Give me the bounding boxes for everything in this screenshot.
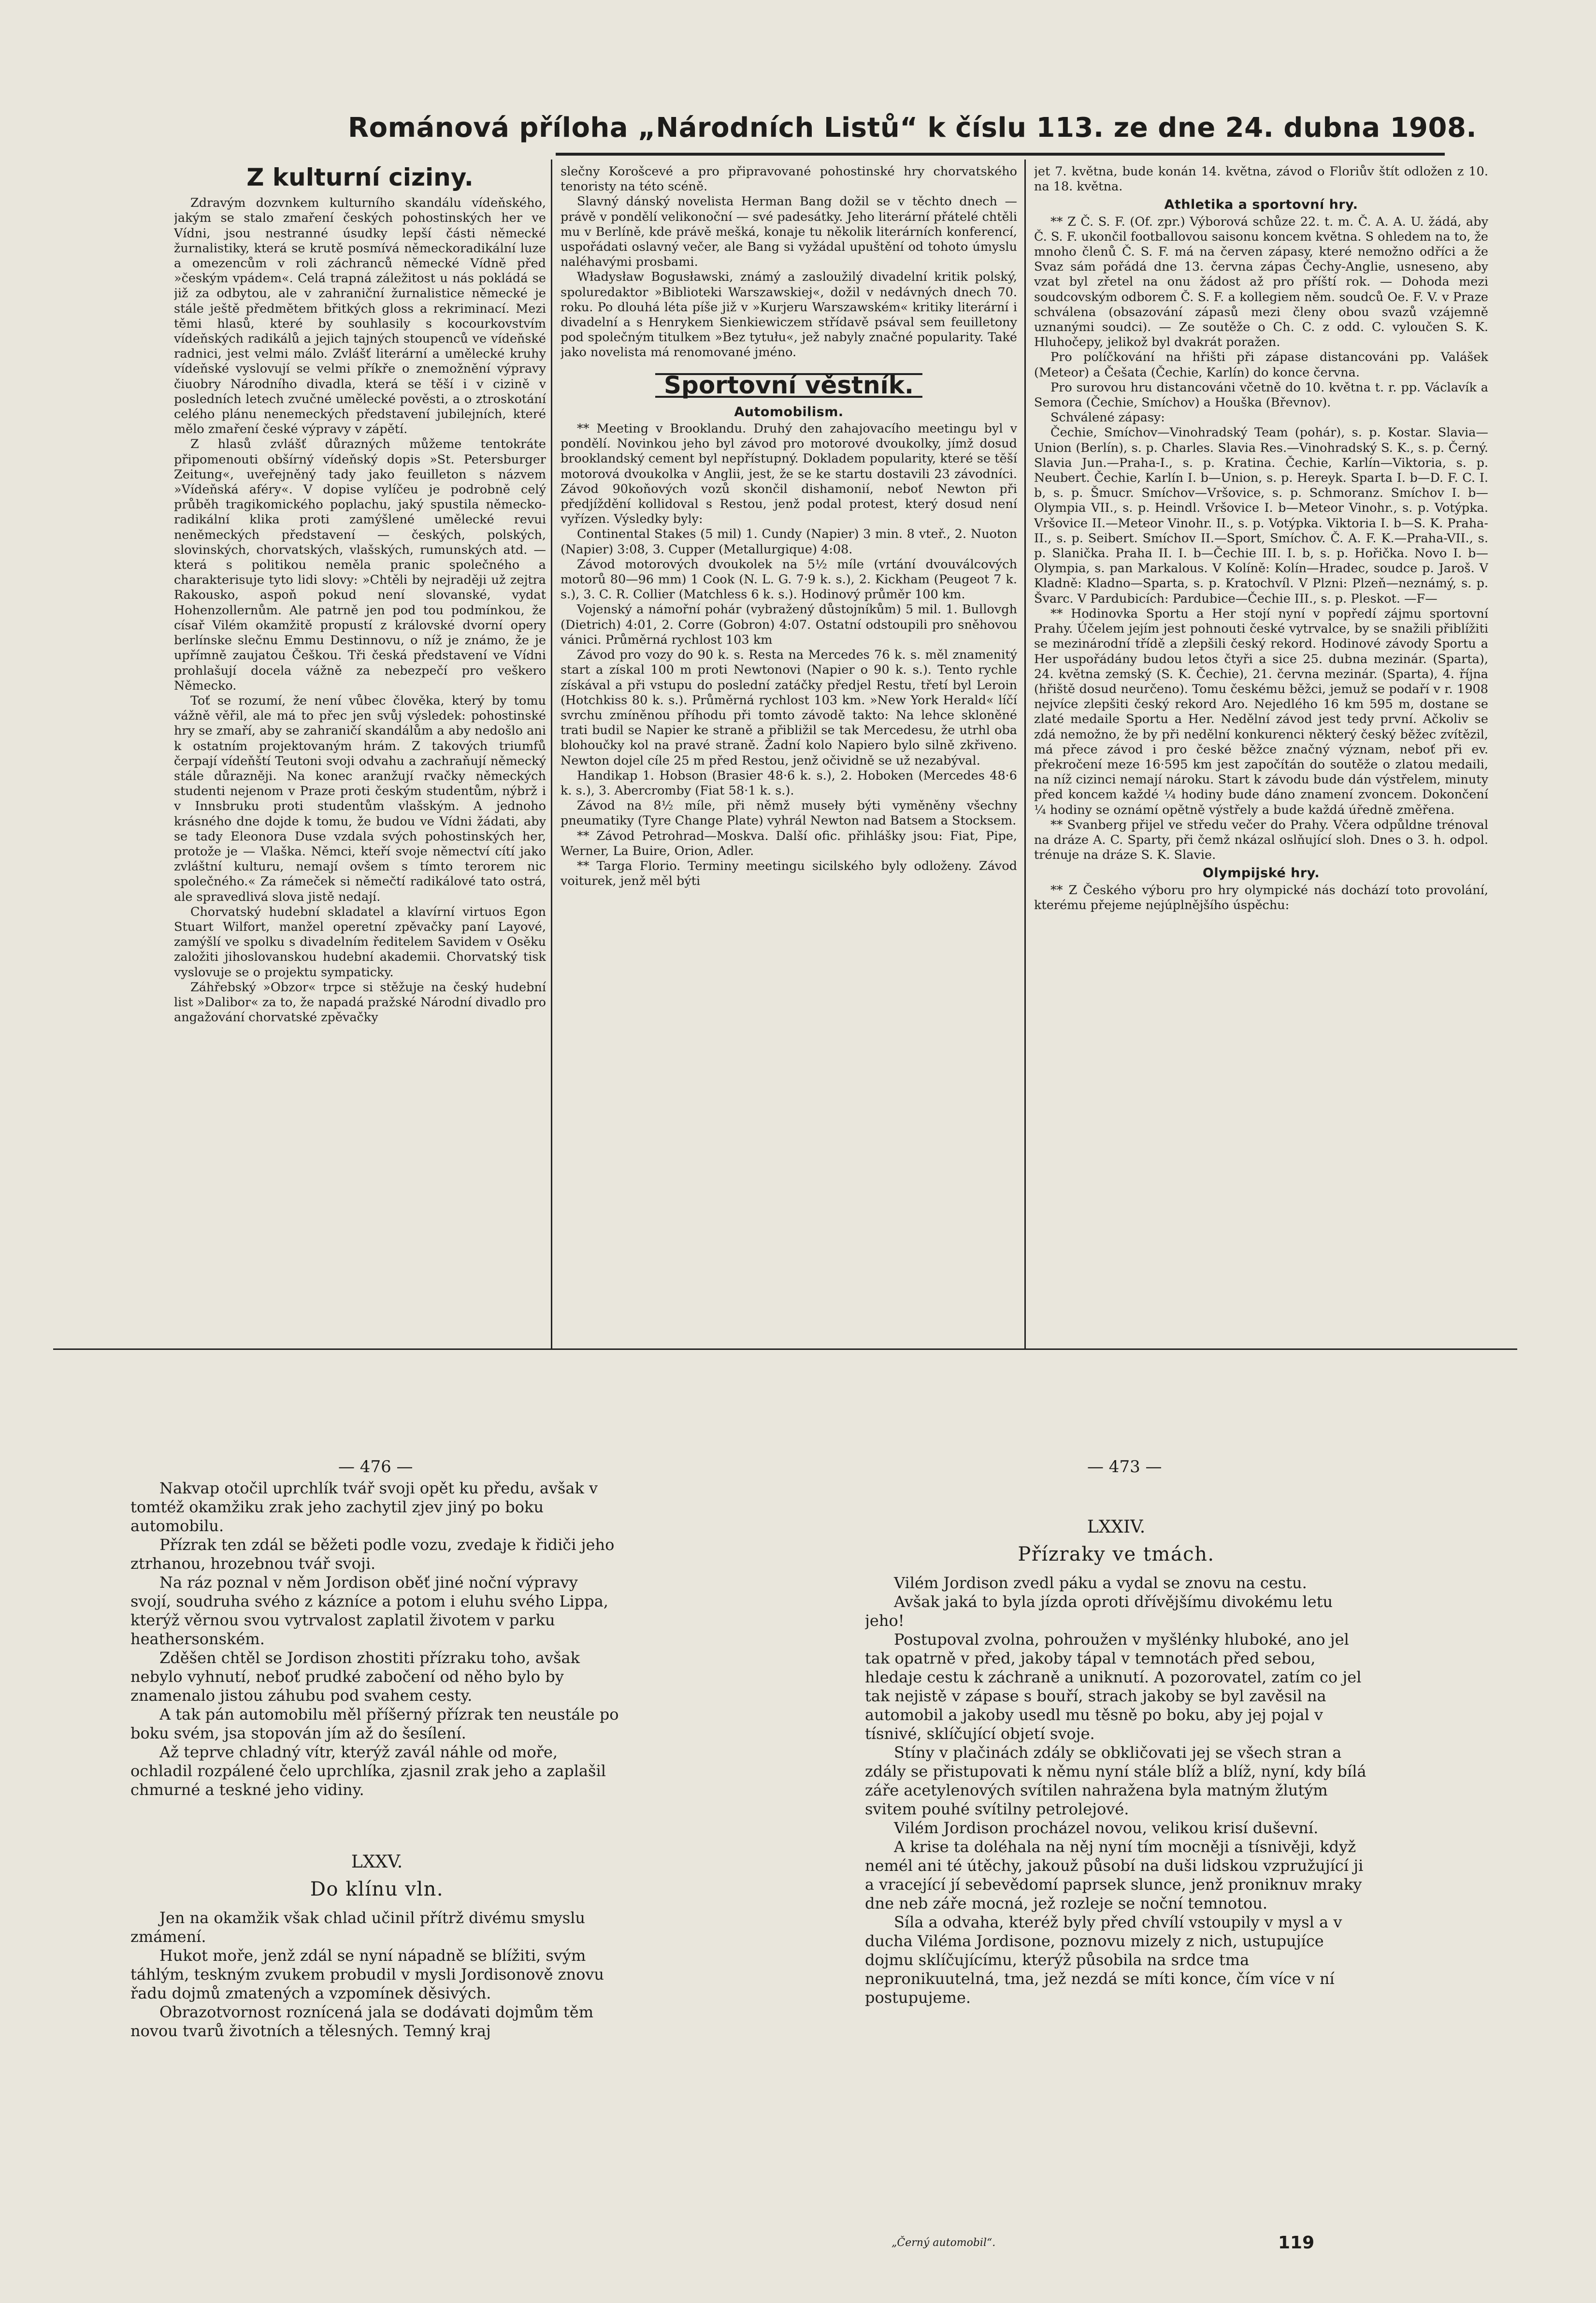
sport-section-heading [561,373,1017,398]
novel-paragraph: Stíny v plačinách zdály se obkličovati jej se všech stran a zdály se přistupovati k němu nyní stále blíž a blíž, nyní, kdy bílá záře acetylenových svítilen nahražena byla matným žlutým svitem pouhé svítilny petrolejové. [865,1743,1366,1818]
novel-paragraph: Síla a odvaha, kteréž byly před chvílí vstoupily v mysl a v ducha Viléma Jordisone, poznovu mizely z nich, ustupujíce dojmu sklíčujícímu, kterýž působila na srdce tma nepronikuutelná, tma, jež nezdá se míti konce, čím více v ní postupujeme. [865,1913,1342,2007]
novel-paragraph: Obrazotvornost roznícená jala se dodávati dojmům těm novou tvarů životních a tělesných. Temný kraj [130,2003,594,2040]
column-divider-1 [551,159,552,1348]
sport-paragraph: ** Meeting v Brooklandu. Druhý den zahajovacího meetingu byl v pondělí. Novinkou jeho byl závod pro motorové dvoukolky, jímž dosud brooklandský cement byl nepřístupný. Dokladem popularity, které se těší motorová dvoukolka v Anglii, jest, že se ke startu dostavili 23 závodníci. Závod 90koňových vozů skončil dishamonií, neboť Newton při předjíždění kollidoval s Restou, jenž podal protest, který dosud není vyřízen. Výsledky byly: [561,421,1017,527]
novel-paragraph: Přízrak ten zdál se běžeti podle vozu, zvedaje k řidiči jeho ztrhanou, hrozebnou tvář svoji. [130,1535,615,1573]
novel-paragraph: Až teprve chladný vítr, kterýž zavál náhle od moře, ochladil rozpálené čelo uprchlíka, zjasnil zrak jeho a zaplašil chmurné a teskné jeho vidiny. [130,1743,606,1799]
culture-paragraph: Z hlasů zvlášť důrazných můžeme tentokráte připomenouti obšírný vídeňský dopis »St. Petersburger Zeitung«, uveřejněný tady jako feuilleton s názvem »Vídeňská aféry«. V dopise vylíčeu je podrobně celý průběh tragikomického poplachu, jaký spustila německo-radikální klika proti zamýšlené umělecké revui neněmeckých představení — českých, polských, slovinských, chorvatských, vlašských, rumunských atd. — která s politikou neměla pranic společného a charakterisuje tyto lidi slovy: »Chtěli by nejraději už zejtra Rakousko, aspoň pokud není slovanské, vydat Hohenzollernům. Ale patrně jen pod tou podmínkou, že císař Vilém okamžitě propustí z královské dvorní opery berlínske slečnu Emmu Destinnovu, o níž je známo, že je upřímně zaujatou Češkou. Tři česká představení ve Vídni prohlašují docela vážně za nebezpečí pro veškero Německo. [174,437,546,693]
athletics-paragraph: Čechie, Smíchov—Vinohradský Team (pohár), s. p. Kostar. Slavia—Union (Berlín), s. p. Charles. Slavia Res.—Vinohradský S. K., s. p. Černý. Slavia Jun.—Praha-I., s. p. Kratina. Čechie, Karlín—Viktoria, s. p. Neubert. Čechie, Karlín I. b—Union, s. p. Hereyk. Sparta I. b—D. F. C. I. b, s. p. Šmucr. Smíchov—Vršovice, s. p. Schmoranz. Smíchov I. b—Olympia VII., s. p. Heindl. Vršovice I. b—Meteor Vinohr., s. p. Votýpka. Vršovice II.—Meteor Vinohr. II., s. p. Votýpka. Viktoria I. b—S. K. Praha-II., s. p. Seibert. Smíchov II.—Sport, Smíchov. Č. A. F. K.—Praha-VII., s. p. Slanička. Praha II. I. b—Čechie III. I. b, s. p. Hořička. Novo I. b—Olympia, s. pan Markalous. V Kolíně: Kolín—Hradec, soudce p. Jaroš. V Kladně: Kladno—Sparta, s. p. Kratochvíl. V Plzni: Plzeň—neznámý, s. p. Švarc. V Pardubicích: Pardubice—Čechie III., s. p. Pleskot. —F— [1034,425,1488,606]
novel-page-number-left: — 476 — [338,1457,413,1477]
sport-paragraph: ** Targa Florio. Terminy meetingu sicilského byly odloženy. Závod voiturek, jenž měl býti [561,858,1017,889]
culture-paragraph: Chorvatský hudební skladatel a klavírní virtuos Egon Stuart Wilfort, manžel operetní zpěvačky paní Layové, zamýšlí ve spolku s divadelním ředitelem Savidem v Osěku založiti jihoslovanskou hudební akademii. Chorvatský tisk vyslovuje se o projektu sympaticky. [174,904,546,980]
column-culture [174,164,546,1348]
chapter-number: LXXV. [351,1852,403,1872]
chapter-number: LXXIV. [1087,1517,1146,1537]
culture-section-title: Z kulturní ciziny. [246,164,474,191]
novel-paragraph: Na ráz poznal v něm Jordison oběť jiné noční výpravy svojí, soudruha svého z kázníce a potom i eluhu svého Lippa, kterýž věrnou svou vytrvalost zaplatil životem v parku heathersonském. [130,1573,608,1648]
sport-paragraph: ** Závod Petrohrad—Moskva. Další ofic. přihlášky jsou: Fiat, Pipe, Werner, La Buire, Orion, Adler. [561,828,1017,858]
masthead: Románová příloha „Národních Listů“ k číslu 113. ze dne 24. dubna 1908. [348,112,1477,144]
novel-paragraph: Zděšen chtěl se Jordison zhostiti přízraku toho, avšak nebylo vyhnutí, neboť prudké zabočení od něho bylo by znamenalo jistou záhubu pod svahem cesty. [130,1649,580,1705]
chapter-title: Přízraky ve tmách. [1018,1543,1215,1565]
column-sport [561,164,1017,1348]
athletics-paragraph: Pro políčkování na hřišti při zápase distancováni pp. Valášek (Meteor) a Češata (Čechie, Karlín) do konce června. [1034,350,1488,380]
athletics-paragraph: ** Z Č. S. F. (Of. zpr.) Výborová schůze 22. t. m. Č. A. A. U. žádá, aby Č. S. F. ukončil footballovou saisonu koncem května. S ohledem na to, že mnoho členů Č. S. F. má na červen zápasy, které nemožno odříci a že Svaz sám pořádá dne 13. června zápas Čechy-Anglie, usneseno, aby vzat byl zřetel na onu žádost až pro příští rok. — Dohoda mezi soudcovským odborem Č. S. F. a kollegiem něm. soudců Oe. F. V. v Praze schválena (obsazování zápasů mezi členy obou svazů vzájemně uznanými soudci). — Ze soutěže o Ch. C. z odd. C. vyloučen S. K. Hluhočepy, jelikož byl dvakrát poražen. [1034,214,1488,350]
column-divider-2 [1024,159,1026,1348]
athletics-paragraph: Pro surovou hru distancováni včetně do 10. května t. r. pp. Václavík a Semora (Čechie, Smíchov) a Houška (Břevnov). [1034,380,1488,410]
masthead-rule [556,153,1445,156]
sport-paragraph: Handikap 1. Hobson (Brasier 48·6 k. s.), 2. Hoboken (Mercedes 48·6 k. s.), 3. Abercromby (Fiat 58·1 k. s.). [561,768,1017,798]
sport-paragraph: Závod pro vozy do 90 k. s. Resta na Mercedes 76 k. s. měl znamenitý start a získal 100 m proti Newtonovi (Napier o 90 k. s.). Tento rychle získával a při vstupu do poslední zatáčky předjel Restu, třetí byl Leroin (Hotchkiss 80 k. s.). Průměrná rychlost 103 km. »New York Herald« líčí svrchu zmíněnou příhodu při tomto závodě takto: Na lehce skloněné trati budil se Napier ke straně a přibližil se tak Mercedesu, že utrhl oba blohoučky kol na pravé straně. Žadní kolo Napiero bylo silně zkřiveno. Newton dojel cíle 25 m před Restou, jenž očividně se už nezabýval. [561,648,1017,768]
culture-paragraph: slečny Korošcevé a pro připravované pohostinské hry chorvatského tenoristy na této scéně. [561,164,1017,194]
athletics-subtitle: Athletika a sportovní hry. [1164,197,1358,213]
novel-paragraph: Avšak jaká to byla jízda oproti dřívějšímu divokému letu jeho! [865,1593,1333,1630]
novel-paragraph: Nakvap otočil uprchlík tvář svoji opět ku předu, avšak v tomtéž okamžiku zrak jeho zachytil zjev jiný po boku automobilu. [130,1479,598,1535]
athletics-paragraph: ** Hodinovka Sportu a Her stojí nyní v popředí zájmu sportovní Prahy. Účelem jejím jest pohnouti české vytrvalce, by se snažili přiblížiti se mezinárodní třídě a zlepšili český rekord. Hodinové závody Sportu a Her uspořádány budou letos čtyři a sice 25. dubna mezinár. (Sparta), 24. května zemský (S. K. Čechie), 21. června mezinár. (Sparta), 4. října (hřiště dosud neurčeno). Tomu českému běžci, jemuž se podaří v r. 1908 nejvíce zlepšiti český rekord Aro. Nejedlého 16 km 595 m, dostane se zlaté medaile Sportu a Her. Nedělní závod jest tedy první. Ačkoliv se zdá nemožno, že by při nedělní konkurenci některý český běžec zvítězil, má přece závod i pro české běžce značný význam, neboť při ev. překročení meze 16·595 km jest započítán do soutěže o zlatou medaili, na níž cizinci nemají nároku. Start k závodu bude dán výstřelem, minuty před koncem každé ¼ hodiny bude dáno znamení zvoncem. Dokončení ¼ hodiny se oznámí opětně výstřely a bude každá úředně změřena. [1034,606,1488,817]
sport-paragraph: Vojenský a námořní pohár (vybražený důstojníkům) 5 mil. 1. Bullovgh (Dietrich) 4:01, 2. Corre (Gobron) 4:07. Ostatní odstoupili pro sněhovou vánici. Průměrná rychlost 103 km [561,602,1017,647]
novel-page-number-right: — 473 — [1087,1457,1162,1477]
sport-section-title: Sportovní věstník. [655,373,922,398]
novel-paragraph: Postupoval zvolna, pohroužen v myšlénky hluboké, ano jel tak opatrně v před, jakoby tápal v temnotách před sebou, hledaje cestu k záchraně a uniknutí. A pozorovatel, zatím co jel tak nejistě v zápase s bouří, strach jakoby se byl zavěsil na automobil a jakoby usedl mu těsně po boku, aby jej pojal v tísnivé, sklíčující objetí svoje. [865,1630,1362,1743]
novel-paragraph: A krise ta doléhala na něj nyní tím mocněji a tísnivěji, když nemél ani té útěchy, jakouž působí na duši lidskou vzpružující ji a vracející jí sebevědomí paprsek slunce, jenž proniknuv mraky dne neb záře mocná, jež rozleje se noční temnotou. [865,1838,1364,1912]
column-athletics [1034,164,1488,1348]
novel-paragraph: A tak pán automobilu měl příšerný přízrak ten neustále po boku svém, jsa stopován jím až do šesílení. [130,1705,619,1742]
olympic-paragraph: ** Z Českého výboru pro hry olympické nás dochází toto provolání, kterému přejeme nejúplnějšího úspěchu: [1034,883,1488,913]
chapter-title: Do klínu vln. [310,1878,444,1900]
culture-paragraph: Zdravým dozvnkem kulturního skandálu vídeňského, jakým se stalo zmaření českých pohostinských her ve Vídni, jsou nestranné úsudky lepší části německé žurnalistiky, která se krutě posmívá německoradikální luze a omezencům v roli záchranců německé Vídně před »českým vpádem«. Celá trapná záležitost u nás pokládá se již za odbytou, ale v zahraniční žurnalistice německé je stále ještě předmětem břitkých gloss a rekriminací. Mezi těmi hlasů, které by souhlasily s kocourkovstvím vídeňských radikálů a jejich tajných stoupenců ve vídeňské radnici, jest velmi málo. Zvlášť literární a umělecké kruhy vídeňské vyslovují se velmi příkře o znemožnění výpravy čiuobry Národního divadla, která se těší i v cizině v posledních letech zvučné umělecké pověsti, a o ztroskotání celého plánu nenemeckých představení jubilejních, které mělo zmaření české výpravy v zápětí. [174,196,546,437]
sport-paragraph: Continental Stakes (5 mil) 1. Cundy (Napier) 3 min. 8 vteř., 2. Nuoton (Napier) 3:08, 3. Cupper (Metallurgique) 4:08. [561,527,1017,557]
sport-paragraph: Závod motorových dvoukolek na 5½ míle (vrtání dvouválcových motorů 80—96 mm) 1 Cook (N. L. G. 7·9 k. s.), 2. Kickham (Peugeot 7 k. s.), 3. C. R. Collier (Matchless 6 k. s.). Hodinový průměr 100 km. [561,557,1017,602]
sport-paragraph: jet 7. května, bude konán 14. května, závod o Floriův štít odložen z 10. na 18. května. [1034,164,1488,194]
culture-paragraph: Slavný dánský novelista Herman Bang dožil se v těchto dnech — právě v pondělí velikonoční — své padesátky. Jeho literární přátelé chtěli mu v Berlíně, kde právě mešká, konaje tu několik literárních konferencí, uspořádati oslavný večer, ale Bang si vyžádal upuštění od tohoto úmyslu naléhavými prosbami. [561,194,1017,270]
culture-paragraph: Władysław Bogusławski, známý a zasloužilý divadelní kritik polský, spoluredaktor »Biblioteki Warszawskiej«, dožil v nedávných dnech 70. roku. Po dlouhá léta píše již v »Kurjeru Warszawském« kritiky literární i divadelní a s Henrykem Sienkiewiczem střídavě psával sem feuilletony pod společným titulkem »Bez tytułu«, jež nabyly značné popularity. Také jako novelista má renomované jméno. [561,270,1017,360]
novel-paragraph: Hukot moře, jenž zdál se nyní nápadně se blížiti, svým táhlým, teskným zvukem probudil v mysli Jordisonově znovu řadu dojmů zmatených a vzpomínek děsivých. [130,1946,604,2002]
section-bottom-rule [53,1348,1517,1350]
novel-paragraph: Vilém Jordison procházel novou, velikou krisí duševní. [894,1819,1319,1837]
culture-paragraph: Záhřebský »Obzor« trpce si stěžuje na český hudební list »Dalibor« za to, že napadá pražské Národní divadlo pro angažování chorvatské zpěvačky [174,980,546,1025]
novel-paragraph: Vilém Jordison zvedl páku a vydal se znovu na cestu. [894,1574,1307,1592]
athletics-paragraph: Schválené zápasy: [1050,410,1165,425]
novel-source-title: „Černý automobil“. [891,2237,996,2249]
culture-paragraph: Toť se rozumí, že není vůbec člověka, který by tomu vážně věřil, ale má to přec jen svůj výsledek: pohostinské hry se zmaří, aby se zahraničí skandálům a aby nedošlo ani k ostatním projektovaným hrám. Z takových triumfů čerpají vídeňští Teutoni svoji odvahu a zachraňují německý stále důrazněji. Na konec aranžují rvačky německých studenti nejenom v Praze proti českým studentům, nýbrž i v Innsbruku proti studentům vlašským. A jednoho krásného dne dojde k tomu, že budou ve Vídni žádati, aby se tady Eleonora Duse vzdala svých pohostinských her, protože je — Vlaška. Němci, kteří svoje němectví cítí jako zvláštní kulturu, nemají ovšem s tímto terorem nic společného.« Za rámeček si němečtí radikálové tato ostrá, ale spravedlivá slova jistě nedají. [174,693,546,904]
athletics-paragraph: ** Svanberg přijel ve středu večer do Prahy. Včera odpůldne trénoval na dráze A. C. Sparty, při čemž nkázal oslňující sloh. Dnes o 3. h. odpol. trénuje na dráze S. K. Slavie. [1034,817,1488,863]
automobilism-subtitle: Automobilism. [734,404,844,420]
sport-paragraph: Závod na 8½ míle, při němž museły býti vyměněny všechny pneumatiky (Tyre Change Plate) vyhrál Newton nad Batsem a Stocksem. [561,798,1017,828]
olympic-subtitle: Olympijské hry. [1202,866,1320,881]
novel-page-right [865,1479,1367,2238]
novel-page-left [130,1479,623,2238]
sheet-number: 119 [1278,2233,1315,2253]
novel-paragraph: Jen na okamžik však chlad učinil přítrž divému smyslu zmámení. [130,1909,585,1946]
